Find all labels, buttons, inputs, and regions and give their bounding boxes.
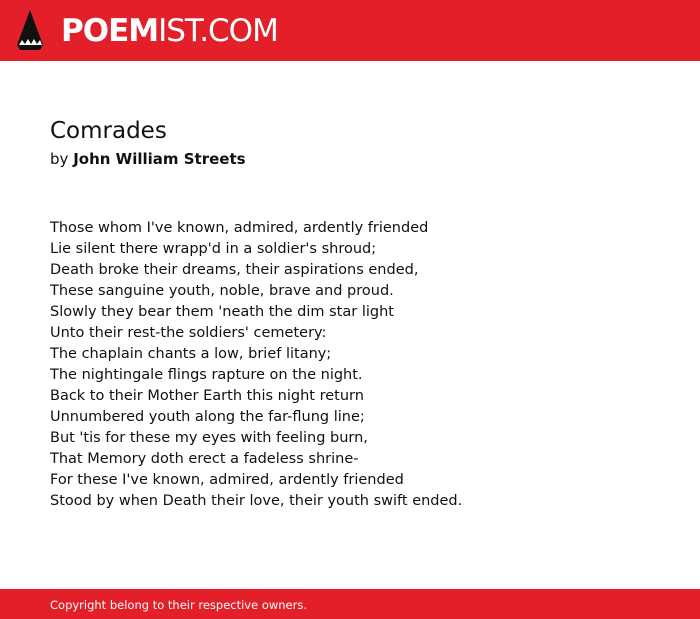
poem-line: Those whom I've known, admired, ardently friended	[50, 220, 429, 236]
site-header	[0, 0, 700, 61]
poem-line: These sanguine youth, noble, brave and proud.	[50, 283, 394, 299]
poem-line: That Memory doth erect a fadeless shrine-	[50, 451, 359, 467]
author-name: John William Streets	[73, 150, 246, 168]
logo-text-bold: POEM	[61, 13, 159, 49]
poem-line: For these I've known, admired, ardently friended	[50, 472, 404, 488]
logo-text-light: IST.COM	[158, 13, 278, 49]
poem-line: Unto their rest-the soldiers' cemetery:	[50, 325, 327, 341]
poem-line: The chaplain chants a low, brief litany;	[50, 346, 332, 362]
byline	[50, 148, 246, 170]
poem-title: Comrades	[50, 118, 167, 144]
poem-line: Lie silent there wrapp'd in a soldier's shroud;	[50, 241, 377, 257]
poem-line: The nightingale flings rapture on the night.	[50, 367, 363, 383]
poem-body	[50, 218, 462, 512]
poem-line: Stood by when Death their love, their youth swift ended.	[50, 493, 463, 509]
byline-prefix: by	[50, 150, 69, 168]
poem-line: Slowly they bear them 'neath the dim star light	[50, 304, 394, 320]
poem-line: Unnumbered youth along the far-flung line;	[50, 409, 365, 425]
site-footer	[0, 589, 700, 619]
poem-line: Back to their Mother Earth this night return	[50, 388, 364, 404]
pencil-logo-icon[interactable]	[16, 10, 44, 52]
poem-line: But 'tis for these my eyes with feeling burn,	[50, 430, 368, 446]
poem-line: Death broke their dreams, their aspirations ended,	[50, 262, 419, 278]
copyright-text: Copyright belong to their respective owners.	[50, 598, 308, 612]
site-logo[interactable]	[61, 12, 278, 50]
